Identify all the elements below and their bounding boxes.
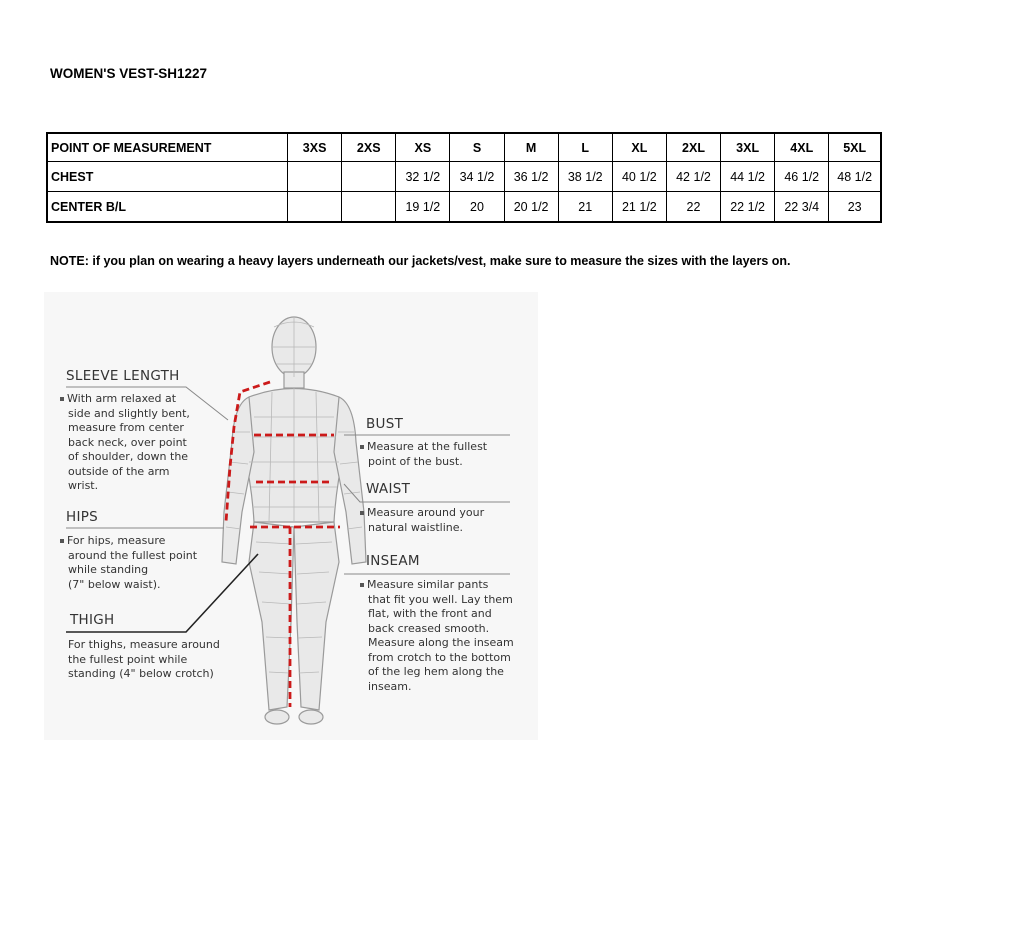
table-cell: 22 3/4: [775, 192, 829, 223]
bullet-icon: [360, 583, 364, 587]
table-cell: 34 1/2: [450, 162, 504, 192]
bust-text: Measure at the fullest point of the bust.: [360, 440, 487, 469]
inseam-heading: INSEAM: [366, 553, 420, 569]
table-cell: 22 1/2: [721, 192, 775, 223]
header-cell-size: 3XS: [288, 133, 342, 162]
table-cell: 44 1/2: [721, 162, 775, 192]
table-cell: 21 1/2: [612, 192, 666, 223]
table-row: [47, 162, 881, 192]
table-cell: 20: [450, 192, 504, 223]
size-table: [46, 132, 882, 223]
table-header-row: [47, 133, 881, 162]
table-cell: [342, 192, 396, 223]
sleeve-length-heading: SLEEVE LENGTH: [66, 368, 180, 384]
header-cell-size: 2XS: [342, 133, 396, 162]
bullet-icon: [60, 539, 64, 543]
row-label: CENTER B/L: [47, 192, 288, 223]
table-cell: 20 1/2: [504, 192, 558, 223]
table-cell: 42 1/2: [666, 162, 720, 192]
header-cell-size: 2XL: [666, 133, 720, 162]
header-cell-size: L: [558, 133, 612, 162]
header-cell-size: M: [504, 133, 558, 162]
page-title: WOMEN'S VEST-SH1227: [50, 66, 208, 81]
hips-heading: HIPS: [66, 509, 99, 525]
table-cell: 40 1/2: [612, 162, 666, 192]
row-label: CHEST: [47, 162, 288, 192]
waist-heading: WAIST: [366, 481, 411, 497]
table-cell: 46 1/2: [775, 162, 829, 192]
table-row: [47, 192, 881, 223]
table-cell: 21: [558, 192, 612, 223]
table-cell: 22: [666, 192, 720, 223]
bullet-icon: [360, 445, 364, 449]
header-cell-size: 3XL: [721, 133, 775, 162]
inseam-text: Measure similar pants that fit you well. Lay them flat, with the front and back creased smooth. Measure along the inseam from crotch to the bottom of the leg hem along the inseam.: [360, 578, 514, 694]
header-cell-point-of-measurement: POINT OF MEASUREMENT: [47, 133, 288, 162]
waist-text: Measure around your natural waistline.: [360, 506, 484, 535]
table-cell: 36 1/2: [504, 162, 558, 192]
table-cell: 48 1/2: [829, 162, 881, 192]
bust-heading: BUST: [366, 416, 404, 432]
table-cell: [288, 192, 342, 223]
measurement-guide: [44, 292, 538, 740]
figure-left-foot: [265, 710, 289, 724]
table-cell: 32 1/2: [396, 162, 450, 192]
figure-left-leg: [249, 522, 294, 710]
bullet-icon: [360, 511, 364, 515]
thigh-text: For thighs, measure around the fullest point while standing (4" below crotch): [68, 638, 220, 680]
thigh-heading: THIGH: [70, 612, 115, 628]
table-cell: [288, 162, 342, 192]
sleeve-length-text: With arm relaxed at side and slightly bent, measure from center back neck, over point of shoulder, down the outside of the arm wrist.: [60, 392, 190, 494]
header-cell-size: XS: [396, 133, 450, 162]
table-cell: [342, 162, 396, 192]
header-cell-size: S: [450, 133, 504, 162]
header-cell-size: XL: [612, 133, 666, 162]
figure-right-foot: [299, 710, 323, 724]
table-cell: 38 1/2: [558, 162, 612, 192]
sizing-note: NOTE: if you plan on wearing a heavy layers underneath our jackets/vest, make sure to measure the sizes with the layers on.: [50, 254, 791, 268]
table-cell: 23: [829, 192, 881, 223]
table-cell: 19 1/2: [396, 192, 450, 223]
header-cell-size: 4XL: [775, 133, 829, 162]
bullet-icon: [60, 397, 64, 401]
figure-right-leg: [294, 522, 339, 710]
header-cell-size: 5XL: [829, 133, 881, 162]
hips-text: For hips, measure around the fullest point while standing (7" below waist).: [60, 534, 197, 592]
